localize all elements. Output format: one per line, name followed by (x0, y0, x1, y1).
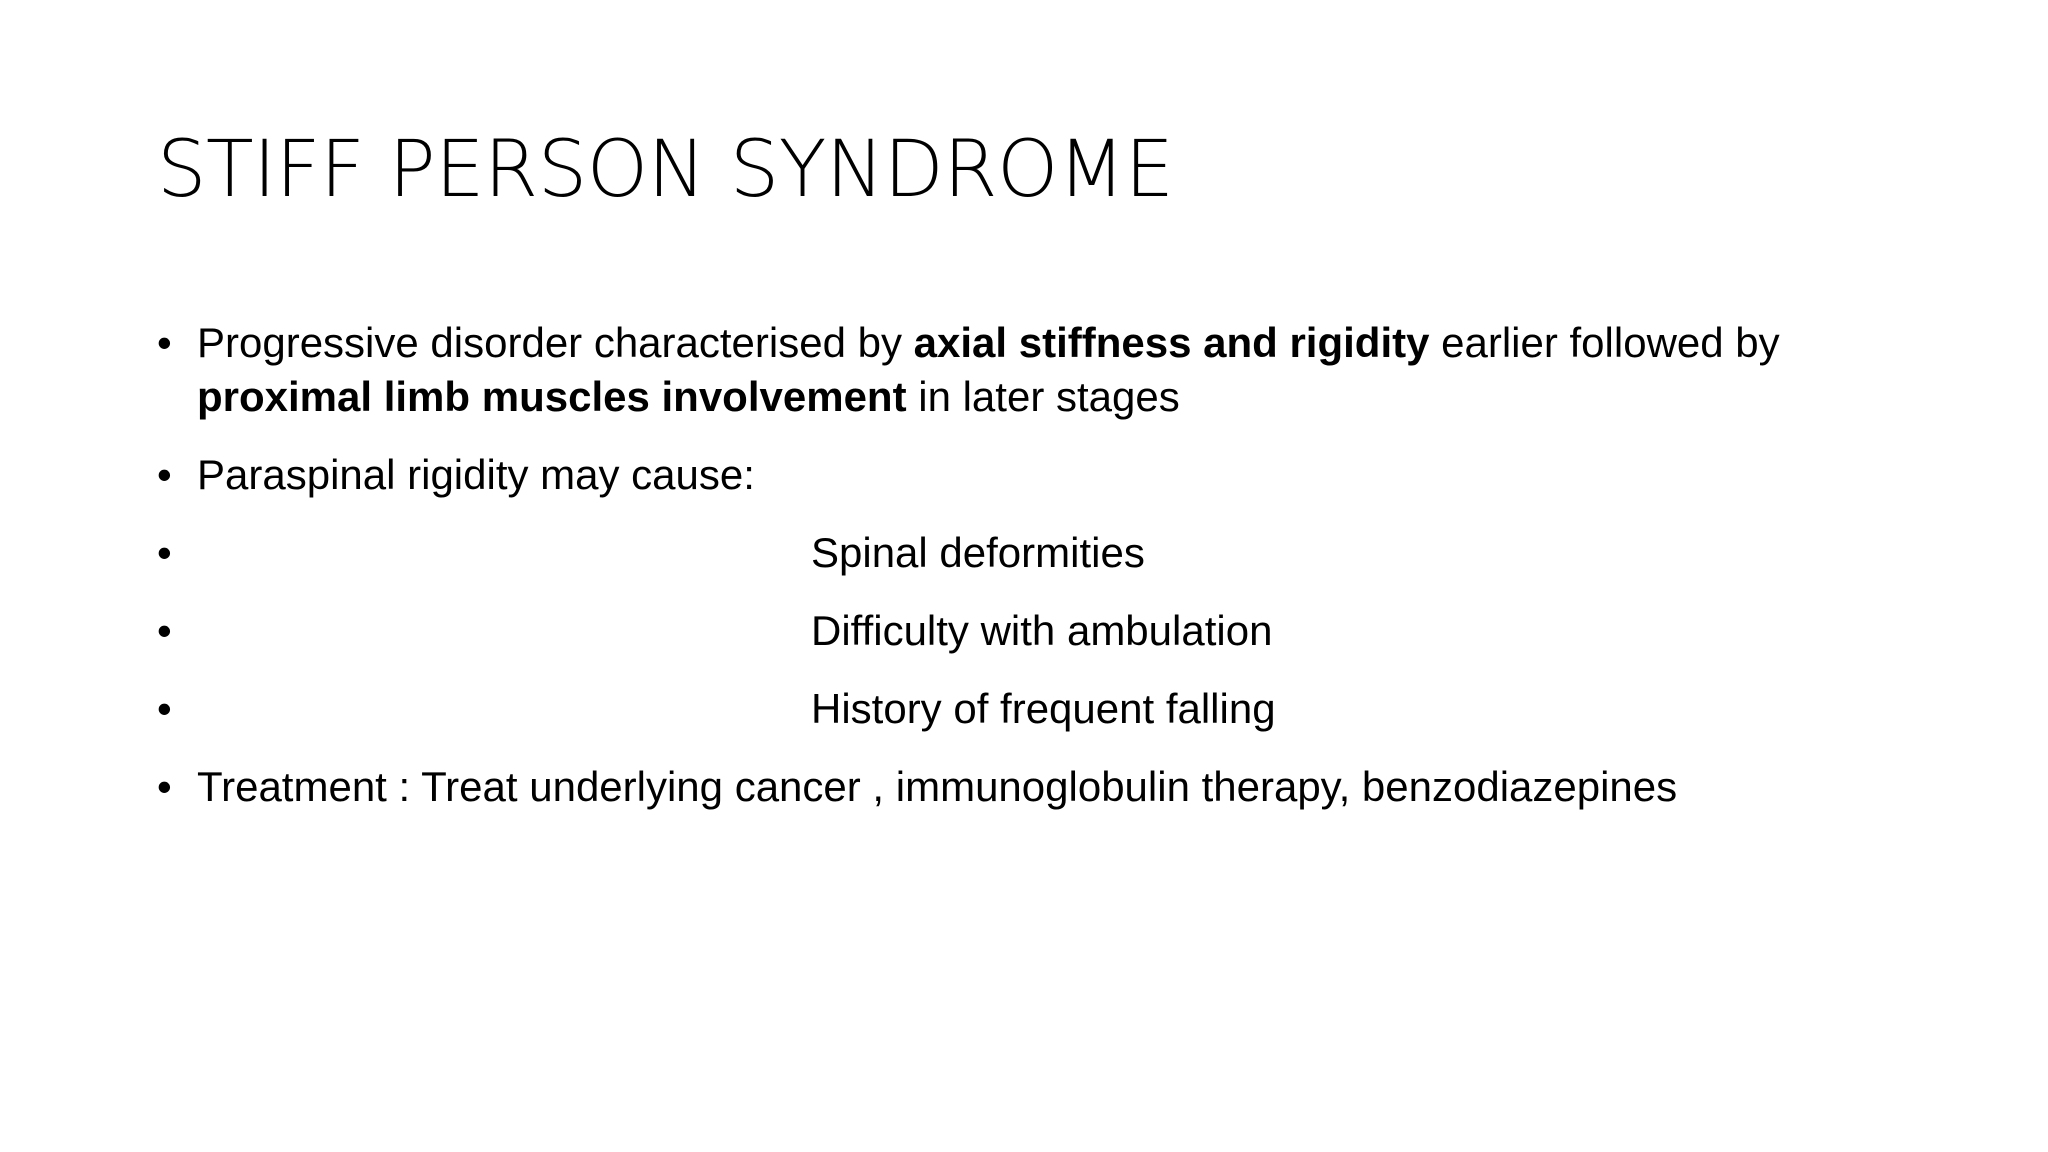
bullet-item (157, 682, 1917, 736)
bullet-dot: • (157, 763, 172, 810)
bullet-dot: • (157, 529, 172, 576)
bullet-item (157, 316, 1917, 424)
bullet-item (157, 760, 1917, 814)
bullet-text: History of frequent falling (811, 685, 1276, 732)
bullet-text-bold: proximal limb muscles involvement (197, 373, 907, 420)
bullet-text-bold: axial stiffness and rigidity (913, 319, 1430, 366)
bullet-text-segment: Progressive disorder characterised by (197, 319, 914, 366)
bullet-dot: • (157, 319, 172, 366)
bullet-dot: • (157, 607, 172, 654)
bullet-text: Paraspinal rigidity may cause: (197, 451, 755, 498)
bullet-text-segment: earlier followed by (1429, 319, 1780, 366)
bullet-text: Treatment : Treat underlying cancer , immunoglobulin therapy, benzodiazepines (197, 763, 1678, 810)
bullet-item (157, 448, 1917, 502)
bullet-text-segment: in later stages (906, 373, 1180, 420)
bullet-dot: • (157, 685, 172, 732)
bullet-list (157, 316, 1917, 838)
bullet-dot: • (157, 451, 172, 498)
slide-title: STIFF PERSON SYNDROME (157, 125, 1174, 215)
bullet-text (197, 319, 1780, 420)
bullet-item (157, 604, 1917, 658)
bullet-item (157, 526, 1917, 580)
bullet-text: Spinal deformities (811, 529, 1145, 576)
bullet-text: Difficulty with ambulation (811, 607, 1273, 654)
